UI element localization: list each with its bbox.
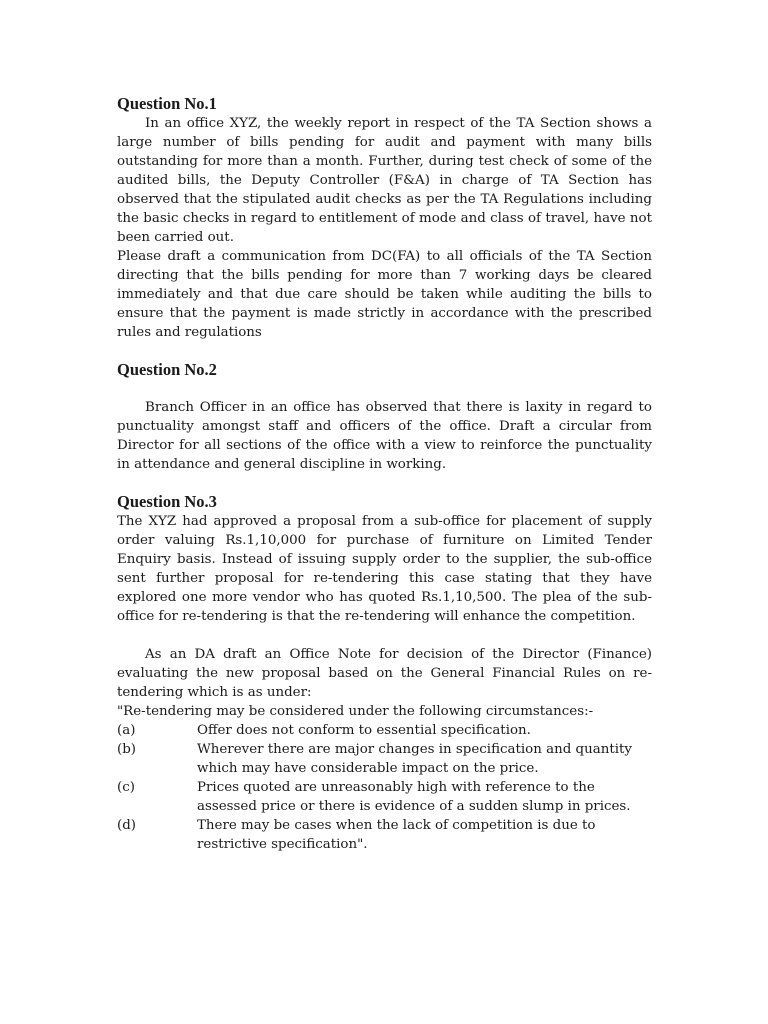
question-1-paragraph-2: Please draft a communication from DC(FA) to all officials of the TA Section directing that the bills pending for more than 7 working days be cleared immediately and that due care should be taken while auditing the bills to ensure that the payment is made strictly in accordance with the prescribed rules and regulations: [117, 249, 652, 340]
list-item-label: (d): [117, 818, 137, 833]
list-item: [117, 740, 652, 778]
document-page: [117, 94, 652, 854]
list-item-label: (a): [117, 723, 136, 738]
list-item-text: Prices quoted are unreasonably high with reference to the assessed price or there is evidence of a sudden slump in prices.: [197, 780, 631, 814]
list-item: [117, 816, 652, 854]
quote-intro: "Re-tendering may be considered under the following circumstances:-: [117, 704, 594, 719]
list-item-text: Offer does not conform to essential specification.: [197, 723, 531, 738]
question-3-paragraph-2: As an DA draft an Office Note for decision of the Director (Finance) evaluating the new proposal based on the General Financial Rules on re-tendering which is as under:: [117, 647, 652, 700]
question-1-heading: Question No.1: [117, 94, 217, 113]
question-3-heading: Question No.3: [117, 492, 217, 511]
list-item-label: (b): [117, 742, 137, 757]
question-1-paragraph-1: In an office XYZ, the weekly report in respect of the TA Section shows a large number of bills pending for audit and payment with many bills outstanding for more than a month. Further, during test check of some of the audited bills, the Deputy Controller (F&A) in charge of TA Section has observed that the stipulated audit checks as per the TA Regulations including the basic checks in regard to entitlement of mode and class of travel, have not been carried out.: [117, 116, 652, 245]
list-item-label: (c): [117, 780, 135, 795]
retendering-conditions-list: [117, 721, 652, 854]
question-2-heading: Question No.2: [117, 360, 217, 379]
list-item: [117, 721, 652, 740]
question-2-paragraph-1: Branch Officer in an office has observed that there is laxity in regard to punctuality amongst staff and officers of the office. Draft a circular from Director for all sections of the office with a view to reinforce the punctuality in attendance and general discipline in working.: [117, 400, 652, 472]
question-3-paragraph-1: The XYZ had approved a proposal from a sub-office for placement of supply order valuing Rs.1,10,000 for purchase of furniture on Limited Tender Enquiry basis. Instead of issuing supply order to the supplier, the sub-office sent further proposal for re-tendering this case stating that they have explored one more vendor who has quoted Rs.1,10,500. The plea of the sub-office for re-tendering is that the re-tendering will enhance the competition.: [117, 514, 652, 624]
list-item-text: Wherever there are major changes in specification and quantity which may have considerable impact on the price.: [197, 742, 632, 776]
list-item-text: There may be cases when the lack of competition is due to restrictive specification".: [197, 818, 596, 852]
list-item: [117, 778, 652, 816]
